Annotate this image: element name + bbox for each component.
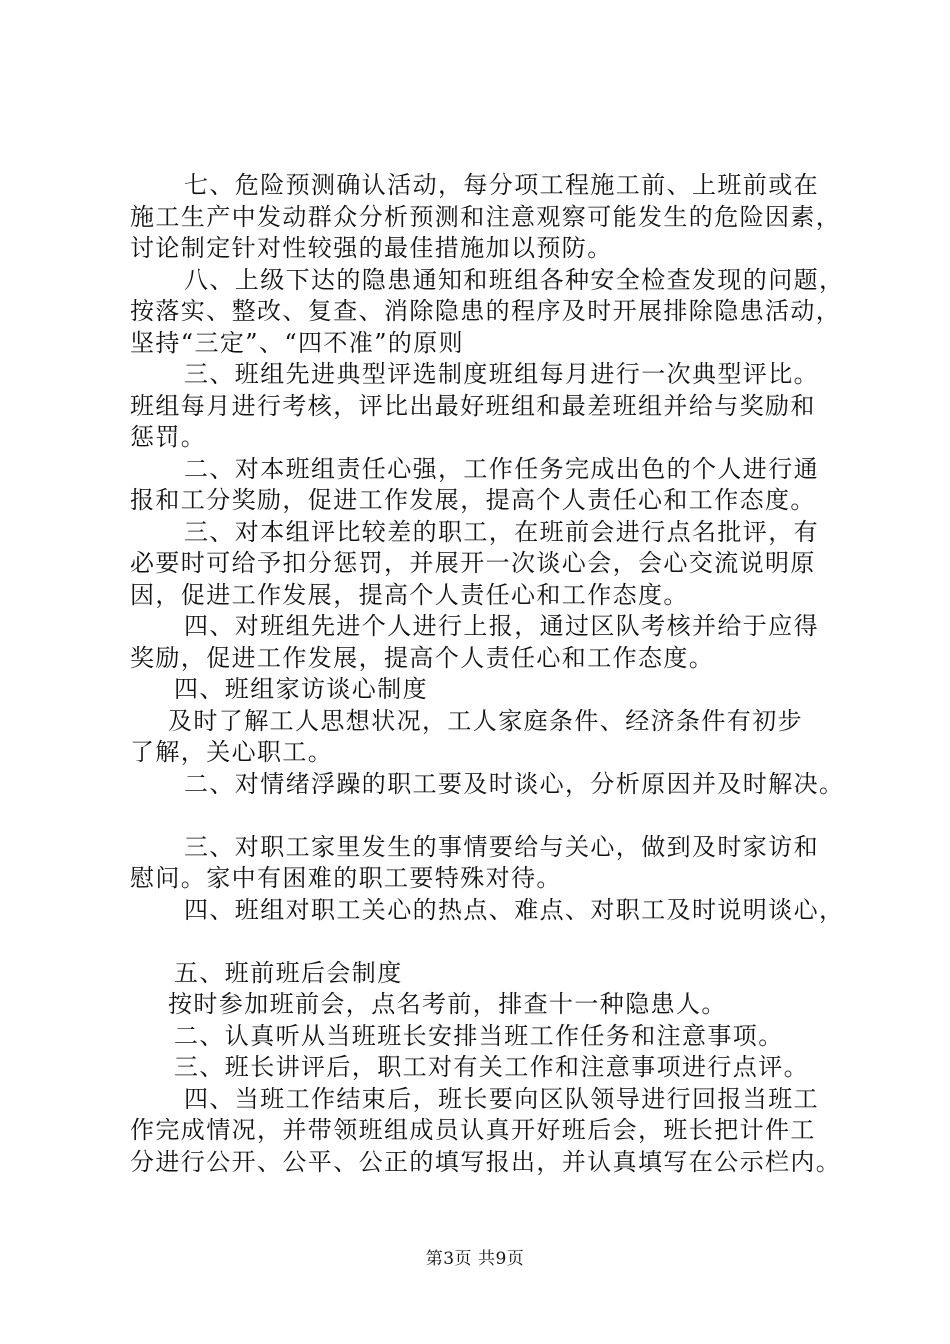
- blank-line: [130, 800, 840, 832]
- paragraph-line: 慰问。家中有困难的职工要特殊对待。: [130, 864, 562, 892]
- paragraph-line: 三、对本组评比较差的职工，在班前会进行点名批评，有: [184, 517, 819, 546]
- paragraph-line: 分进行公开、公平、公正的填写报出，并认真填写在公示栏内。: [130, 1147, 842, 1176]
- paragraph-line: 报和工分奖励，促进工作发展，提高个人责任心和工作态度。: [130, 486, 816, 514]
- paragraph-line: 必要时可给予扣分惩罚，并展开一次谈心会，会心交流说明原: [130, 549, 816, 577]
- paragraph-line: 三、班组先进典型评选制度班组每月进行一次典型评比。: [184, 360, 819, 388]
- paragraph-line: 及时了解工人思想状况，工人家庭条件、经济条件有初步: [168, 706, 803, 735]
- section-heading: 四、班组家访谈心制度: [174, 675, 428, 703]
- document-body: [130, 170, 845, 1178]
- page-number-footer: 第3页 共9页: [425, 1249, 525, 1269]
- paragraph-line: 按落实、整改、复查、消除隐患的程序及时开展排除隐患活动，: [130, 297, 842, 325]
- paragraph-line: 奖励，促进工作发展，提高个人责任心和工作态度。: [130, 643, 715, 672]
- paragraph-line: 二、对情绪浮躁的职工要及时谈心，分析原因并及时解决。: [184, 769, 845, 798]
- paragraph-line: 作完成情况，并带领班组成员认真开好班后会，班长把计件工: [130, 1116, 816, 1144]
- paragraph-line: 班组每月进行考核，评比出最好班组和最差班组并给与奖励和: [130, 391, 816, 420]
- paragraph-line: 四、对班组先进个人进行上报，通过区队考核并给于应得: [184, 612, 819, 640]
- paragraph-line: 二、对本班组责任心强，工作任务完成出色的个人进行通: [184, 454, 819, 483]
- paragraph-line: 三、对职工家里发生的事情要给与关心，做到及时家访和: [184, 832, 819, 861]
- paragraph-line: 按时参加班前会，点名考前，排查十一种隐患人。: [168, 990, 727, 1018]
- paragraph-line: 八、上级下达的隐患通知和班组各种安全检查发现的问题，: [184, 265, 845, 294]
- blank-line: [130, 926, 840, 958]
- paragraph-line: 七、危险预测确认活动，每分项工程施工前、上班前或在: [184, 171, 819, 199]
- paragraph-line: 讨论制定针对性较强的最佳措施加以预防。: [130, 234, 613, 262]
- paragraph-line: 坚持“三定”、“四不准”的原则: [130, 328, 465, 357]
- paragraph-line: 三、班长讲评后，职工对有关工作和注意事项进行点评。: [174, 1053, 809, 1081]
- paragraph-line: 惩罚。: [130, 423, 207, 451]
- paragraph-line: 了解，关心职工。: [130, 738, 334, 766]
- paragraph-line: 二、认真听从当班班长安排当班工作任务和注意事项。: [174, 1021, 784, 1050]
- paragraph-line: 施工生产中发动群众分析预测和注意观察可能发生的危险因素，: [130, 202, 842, 231]
- section-heading: 五、班前班后会制度: [174, 958, 403, 987]
- paragraph-line: 四、当班工作结束后，班长要向区队领导进行回报当班工: [184, 1084, 819, 1113]
- paragraph-line: 四、班组对职工关心的热点、难点、对职工及时说明谈心，: [184, 895, 845, 924]
- paragraph-line: 因，促进工作发展，提高个人责任心和工作态度。: [130, 580, 689, 609]
